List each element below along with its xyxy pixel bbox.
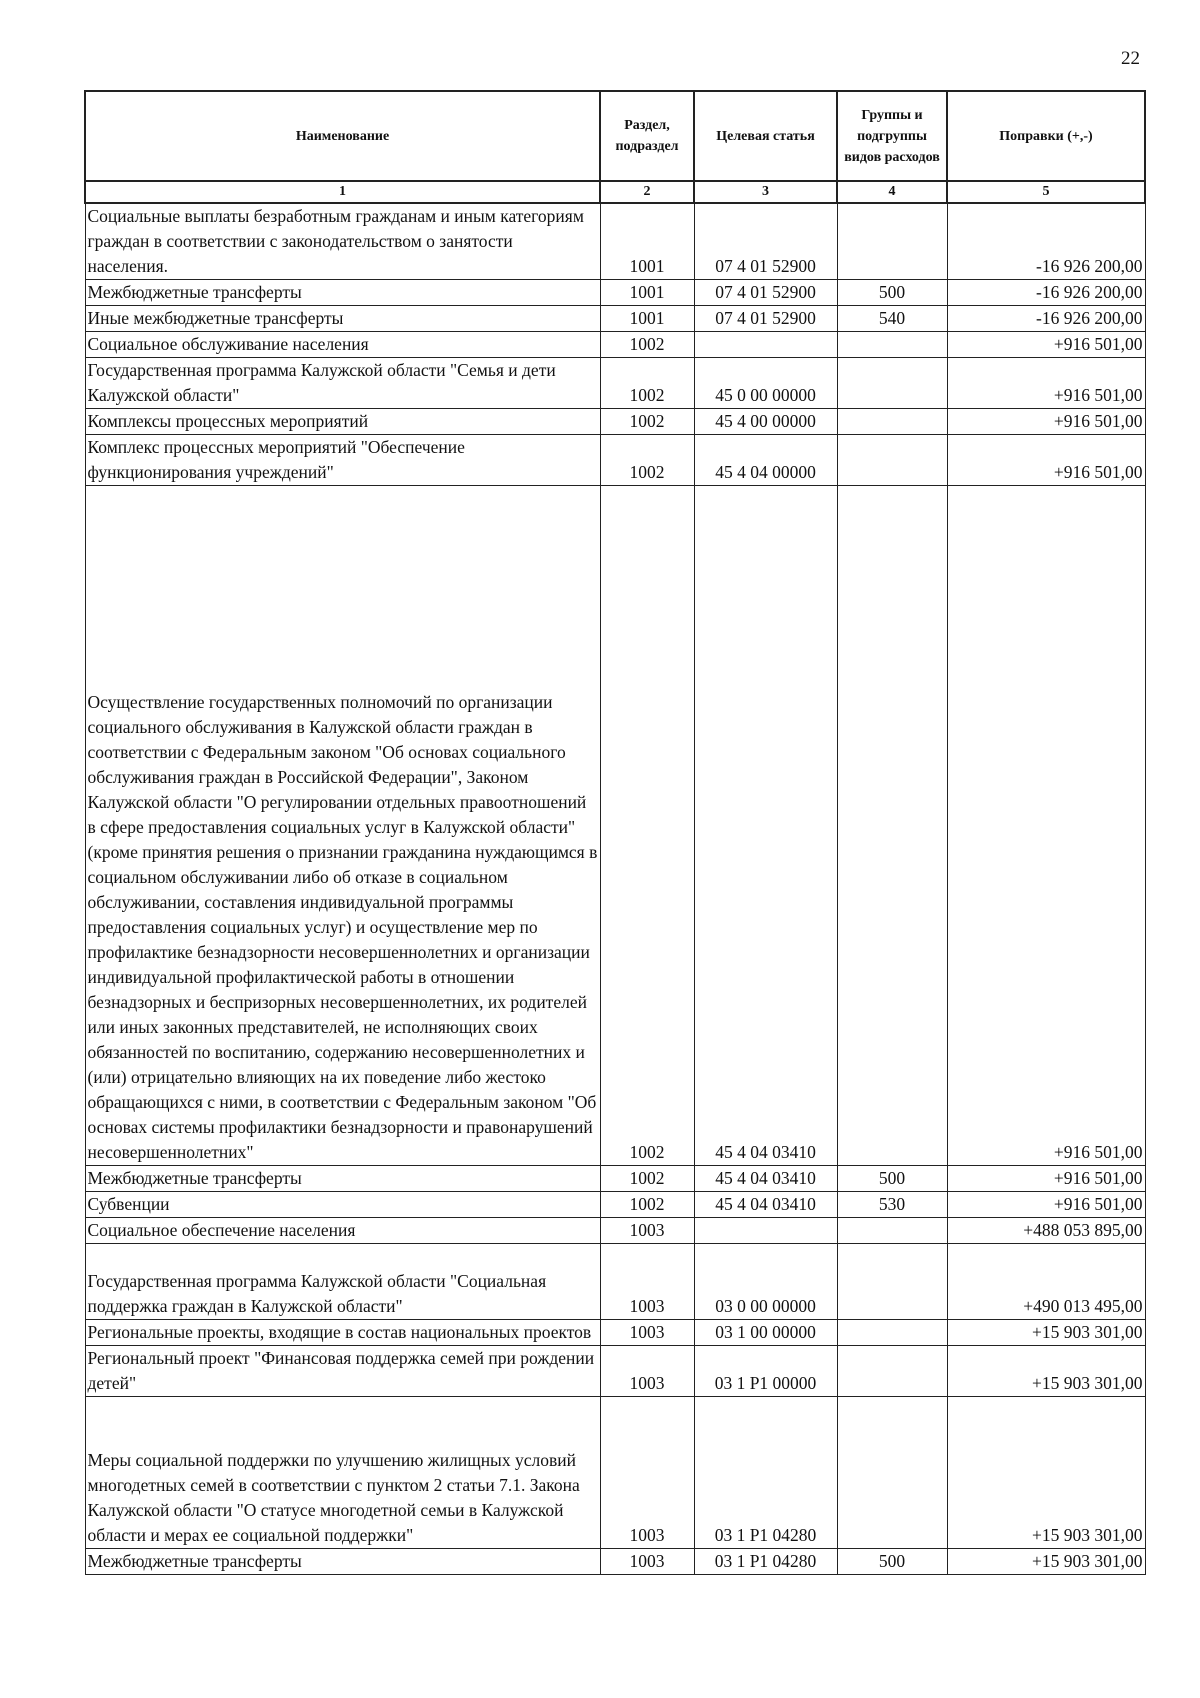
row-group: 500 bbox=[837, 280, 947, 306]
row-section: 1002 bbox=[600, 358, 694, 409]
row-section: 1002 bbox=[600, 332, 694, 358]
row-name: Субвенции bbox=[85, 1192, 600, 1218]
row-target: 45 0 00 00000 bbox=[694, 358, 837, 409]
row-group bbox=[837, 332, 947, 358]
row-target: 03 1 P1 04280 bbox=[694, 1549, 837, 1575]
row-name: Иные межбюджетные трансферты bbox=[85, 306, 600, 332]
row-section: 1002 bbox=[600, 1166, 694, 1192]
row-amount: +488 053 895,00 bbox=[947, 1218, 1145, 1244]
row-amount: +916 501,00 bbox=[947, 486, 1145, 1166]
column-number: 5 bbox=[947, 181, 1145, 203]
row-target: 03 0 00 00000 bbox=[694, 1244, 837, 1320]
row-name: Социальное обеспечение населения bbox=[85, 1218, 600, 1244]
row-amount: -16 926 200,00 bbox=[947, 280, 1145, 306]
table-header-row bbox=[85, 91, 1145, 181]
row-section: 1002 bbox=[600, 409, 694, 435]
row-name: Осуществление государственных полномочий по организации социального обслуживания в Калужской области граждан в соответствии с Федеральным законом "Об основах социального обслуживания граждан в Российской Федерации", Законом Калужской области "О регулировании отдельных правоотношений в сфере предоставления социальных услуг в Калужской области" (кроме принятия решения о признании гражданина нуждающимся в социальном обслуживании либо об отказе в социальном обслуживании, составления индивидуальной программы предоставления социальных услуг) и осуществление мер по профилактике безнадзорности несовершеннолетних и организации индивидуальной профилактической работы в отношении безнадзорных и беспризорных несовершеннолетних, их родителей или иных законных представителей, не исполняющих своих обязанностей по воспитанию, содержанию несовершеннолетних и (или) отрицательно влияющих на их поведение либо жестоко обращающихся с ними, в соответствии с Федеральным законом "Об основах системы профилактики безнадзорности и правонарушений несовершеннолетних" bbox=[85, 486, 600, 1166]
page-number: 22 bbox=[1121, 48, 1140, 69]
row-amount: -16 926 200,00 bbox=[947, 306, 1145, 332]
row-section: 1003 bbox=[600, 1244, 694, 1320]
row-amount: +15 903 301,00 bbox=[947, 1320, 1145, 1346]
table-row bbox=[85, 1320, 1145, 1346]
table-row bbox=[85, 306, 1145, 332]
row-section: 1003 bbox=[600, 1397, 694, 1549]
row-section: 1001 bbox=[600, 306, 694, 332]
table-row bbox=[85, 1346, 1145, 1397]
table-row bbox=[85, 1218, 1145, 1244]
row-group bbox=[837, 409, 947, 435]
row-amount: +490 013 495,00 bbox=[947, 1244, 1145, 1320]
row-amount: +916 501,00 bbox=[947, 435, 1145, 486]
row-target: 03 1 P1 00000 bbox=[694, 1346, 837, 1397]
table-row bbox=[85, 486, 1145, 1166]
row-section: 1002 bbox=[600, 486, 694, 1166]
header-name: Наименование bbox=[85, 91, 600, 181]
row-name: Региональные проекты, входящие в состав национальных проектов bbox=[85, 1320, 600, 1346]
row-group bbox=[837, 1218, 947, 1244]
table-row bbox=[85, 1397, 1145, 1549]
row-group: 530 bbox=[837, 1192, 947, 1218]
row-amount: +15 903 301,00 bbox=[947, 1397, 1145, 1549]
row-amount: +15 903 301,00 bbox=[947, 1346, 1145, 1397]
row-section: 1003 bbox=[600, 1218, 694, 1244]
row-section: 1001 bbox=[600, 280, 694, 306]
row-group bbox=[837, 1320, 947, 1346]
table-row bbox=[85, 358, 1145, 409]
column-number: 1 bbox=[85, 181, 600, 203]
row-amount: -16 926 200,00 bbox=[947, 203, 1145, 280]
row-target: 03 1 00 00000 bbox=[694, 1320, 837, 1346]
row-group bbox=[837, 203, 947, 280]
row-amount: +15 903 301,00 bbox=[947, 1549, 1145, 1575]
row-section: 1003 bbox=[600, 1346, 694, 1397]
table-row bbox=[85, 280, 1145, 306]
row-amount: +916 501,00 bbox=[947, 1192, 1145, 1218]
table-row bbox=[85, 332, 1145, 358]
row-section: 1003 bbox=[600, 1549, 694, 1575]
row-name: Меры социальной поддержки по улучшению жилищных условий многодетных семей в соответствии с пунктом 2 статьи 7.1. Закона Калужской области "О статусе многодетной семьи в Калужской области и мерах ее социальной поддержки" bbox=[85, 1397, 600, 1549]
row-target: 07 4 01 52900 bbox=[694, 280, 837, 306]
row-target: 45 4 04 03410 bbox=[694, 1192, 837, 1218]
row-section: 1003 bbox=[600, 1320, 694, 1346]
budget-table bbox=[84, 90, 1146, 1575]
row-name: Комплекс процессных мероприятий "Обеспечение функционирования учреждений" bbox=[85, 435, 600, 486]
row-target: 45 4 04 00000 bbox=[694, 435, 837, 486]
row-target: 07 4 01 52900 bbox=[694, 306, 837, 332]
column-number-row bbox=[85, 181, 1145, 203]
row-group: 500 bbox=[837, 1549, 947, 1575]
row-group bbox=[837, 1397, 947, 1549]
row-target: 03 1 P1 04280 bbox=[694, 1397, 837, 1549]
row-amount: +916 501,00 bbox=[947, 358, 1145, 409]
row-target bbox=[694, 1218, 837, 1244]
table-row bbox=[85, 1244, 1145, 1320]
row-section: 1002 bbox=[600, 1192, 694, 1218]
row-name: Социальные выплаты безработным гражданам и иным категориям граждан в соответствии с законодательством о занятости населения. bbox=[85, 203, 600, 280]
row-name: Государственная программа Калужской области "Семья и дети Калужской области" bbox=[85, 358, 600, 409]
table-row bbox=[85, 409, 1145, 435]
table-row bbox=[85, 1166, 1145, 1192]
row-amount: +916 501,00 bbox=[947, 409, 1145, 435]
row-target: 45 4 04 03410 bbox=[694, 1166, 837, 1192]
row-name: Региональный проект "Финансовая поддержка семей при рождении детей" bbox=[85, 1346, 600, 1397]
row-target bbox=[694, 332, 837, 358]
table-row bbox=[85, 435, 1145, 486]
row-group: 540 bbox=[837, 306, 947, 332]
row-amount: +916 501,00 bbox=[947, 332, 1145, 358]
row-amount: +916 501,00 bbox=[947, 1166, 1145, 1192]
row-target: 45 4 04 03410 bbox=[694, 486, 837, 1166]
header-section: Раздел, подраздел bbox=[600, 91, 694, 181]
row-group bbox=[837, 358, 947, 409]
column-number: 3 bbox=[694, 181, 837, 203]
header-amendments: Поправки (+,-) bbox=[947, 91, 1145, 181]
table-row bbox=[85, 1549, 1145, 1575]
row-group: 500 bbox=[837, 1166, 947, 1192]
row-group bbox=[837, 1346, 947, 1397]
row-name: Межбюджетные трансферты bbox=[85, 280, 600, 306]
row-target: 45 4 00 00000 bbox=[694, 409, 837, 435]
row-section: 1001 bbox=[600, 203, 694, 280]
header-target: Целевая статья bbox=[694, 91, 837, 181]
row-name: Комплексы процессных мероприятий bbox=[85, 409, 600, 435]
row-group bbox=[837, 435, 947, 486]
row-target: 07 4 01 52900 bbox=[694, 203, 837, 280]
row-name: Социальное обслуживание населения bbox=[85, 332, 600, 358]
table-row bbox=[85, 203, 1145, 280]
row-name: Межбюджетные трансферты bbox=[85, 1166, 600, 1192]
row-name: Государственная программа Калужской области "Социальная поддержка граждан в Калужской области" bbox=[85, 1244, 600, 1320]
table-row bbox=[85, 1192, 1145, 1218]
column-number: 2 bbox=[600, 181, 694, 203]
row-section: 1002 bbox=[600, 435, 694, 486]
row-name: Межбюджетные трансферты bbox=[85, 1549, 600, 1575]
row-group bbox=[837, 1244, 947, 1320]
header-groups: Группы и подгруппы видов расходов bbox=[837, 91, 947, 181]
row-group bbox=[837, 486, 947, 1166]
column-number: 4 bbox=[837, 181, 947, 203]
